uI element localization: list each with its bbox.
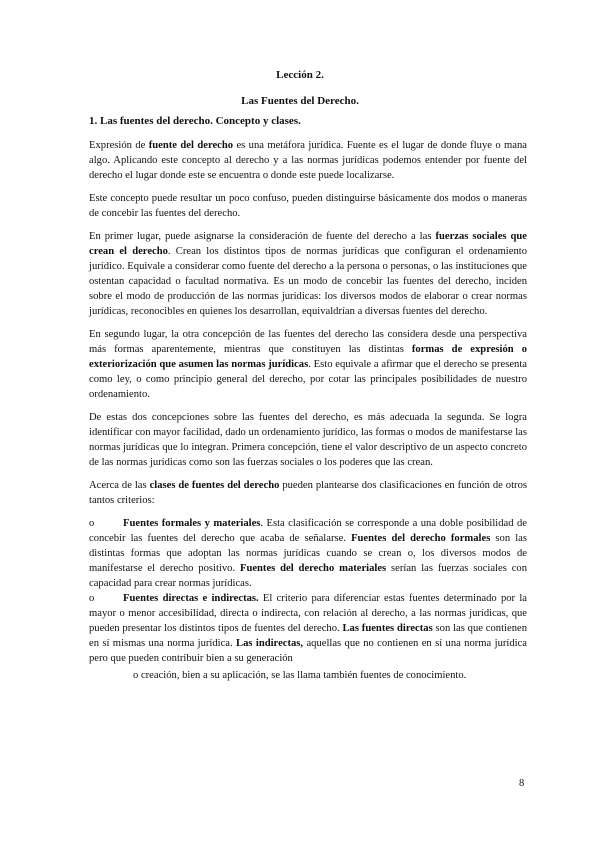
bold-term: Fuentes del derecho formales — [351, 533, 491, 544]
lesson-heading: Lección 2. — [276, 69, 324, 81]
paragraph-4 — [89, 327, 527, 402]
text-run: . Esto equivale a afirmar que el derecho se presenta como ley, o como principio general del derecho, por cotar las principales posibilidades de nuestro ordenamiento. — [89, 359, 527, 400]
bold-term: Fuentes directas e indirectas. — [123, 593, 259, 604]
list-item-direct-indirect — [89, 591, 527, 666]
text-run: son las que contienen en sí mismas una norma jurídica. — [89, 623, 527, 649]
bold-term: Las indirectas, — [236, 638, 304, 649]
text-run: . Esta clasificación se corresponde a una doble posibilidad de concebir las fuentes del derecho que acaba de señalarse. — [89, 518, 527, 544]
page-title: Las Fuentes del Derecho. — [241, 95, 359, 107]
list-item-formal-material — [89, 516, 527, 591]
text-run: serían las fuerzas sociales con capacidad para crear normas jurídicas. — [89, 563, 527, 589]
text-run: aquellas que no contienen en sí una norma jurídica pero que pueden contribuir bien a su generación — [89, 638, 527, 664]
paragraph-2: Este concepto puede resultar un poco confuso, pueden distinguirse básicamente dos modos o maneras de concebir las fuentes del derecho. — [89, 193, 527, 219]
paragraph-1 — [89, 138, 527, 183]
section-heading: 1. Las fuentes del derecho. Concepto y clases. — [89, 115, 301, 127]
text-run: pueden plantearse dos clasificaciones en función de otros tantos criterios: — [89, 480, 527, 506]
text-run: En segundo lugar, la otra concepción de las fuentes del derecho las considera desde una perspectiva más formas aparentemente, mientras que constituyen las distintas — [89, 329, 527, 355]
paragraph-6 — [89, 478, 527, 508]
text-run: . Crean los distintos tipos de normas jurídicas que configuran el ordenamiento jurídico. Equivale a considerar como fuente del derecho a la persona o personas, o las instituciones que ostentan capacidad o facultad normativa. Es un modo de concebir las fuentes del derecho, inciden sobre el modo de producción de las normas jurídicas: los diversos modos de elaborar o crear normas jurídicas, reconocibles en quienes los desarrollan, equivaldrían a diversas fuentes del derecho. — [89, 246, 527, 317]
bold-term: Fuentes del derecho materiales — [239, 563, 387, 574]
text-run: El criterio para diferenciar estas fuentes determinado por la mayor o menor accesibilidad, directa o indirecta, con relación al derecho, a las normas jurídicas, que pueden presentar los distintos tipos de fuentes del derecho. — [89, 593, 527, 634]
bold-term: clases de fuentes del derecho — [149, 480, 280, 491]
bold-term: Fuentes formales y materiales — [123, 518, 261, 529]
text-run: es una metáfora jurídica. Fuente es el lugar de donde fluye o mana algo. Aplicando este concepto al derecho y a las normas jurídicas podemos entender por fuente del derecho el lugar donde este se encuentra o donde este puede localizarse. — [89, 140, 527, 181]
text-run: Expresión de — [89, 140, 149, 151]
bold-term: fuerzas sociales que crean el derecho — [89, 231, 527, 257]
bold-term: formas de expresión o exteriorización que asumen las normas jurídicas — [89, 344, 527, 370]
paragraph-5: De estas dos concepciones sobre las fuentes del derecho, es más adecuada la segunda. Se logra identificar con mayor facilidad, dado un ordenamiento jurídico, las formas o modos de manifestarse las normas jurídicas que lo integran. Primera concepción, tiene el valor descriptivo de un aspecto concreto de las normas jurídicas como son las fuerzas sociales o los poderes que las crean. — [89, 412, 527, 468]
bullet-marker: o — [89, 518, 95, 529]
bold-term: Las fuentes directas — [342, 623, 433, 634]
text-run: En primer lugar, puede asignarse la consideración de fuente del derecho a las — [89, 231, 436, 242]
paragraph-3 — [89, 229, 527, 319]
bullet-marker: o — [89, 593, 95, 604]
list-item-continuation: o creación, bien a su aplicación, se las llama también fuentes de conocimiento. — [133, 670, 467, 681]
bold-term: fuente del derecho — [148, 140, 234, 151]
page-number: 8 — [519, 778, 525, 789]
document-body — [89, 138, 527, 691]
text-run: Acerca de las — [89, 480, 150, 491]
text-run: son las distintas formas que adoptan las normas jurídicas cuando se crean o, los diversos modos de manifestarse el derecho positivo. — [89, 533, 528, 574]
